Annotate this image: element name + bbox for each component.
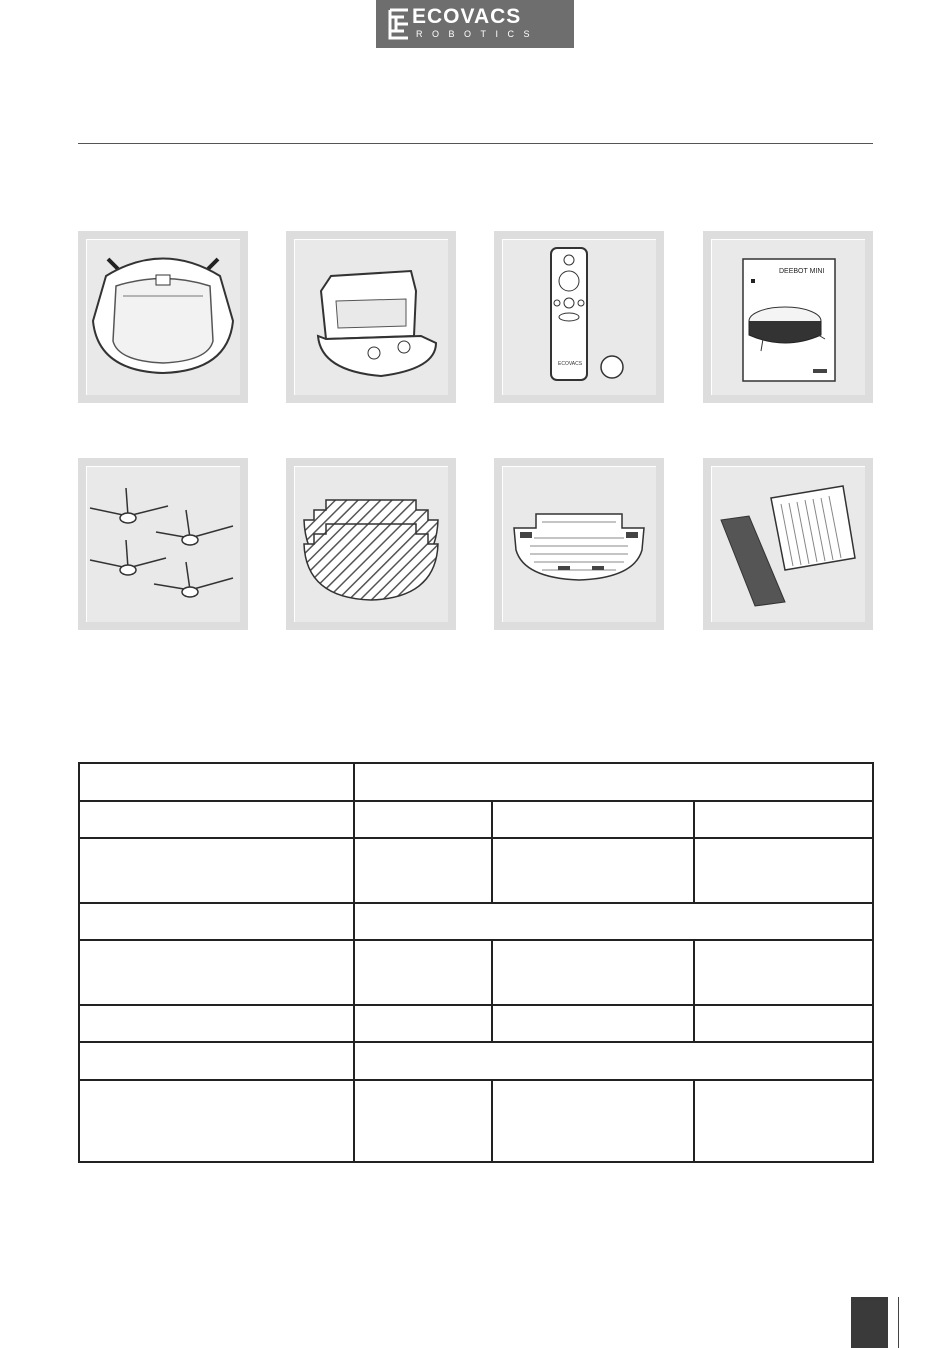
- water-tank-plate-icon: [494, 458, 664, 630]
- page-tab: [851, 1297, 888, 1348]
- ecovacs-logo: [376, 0, 574, 48]
- table-row: [79, 763, 873, 801]
- table-row: [79, 1042, 873, 1080]
- table-cell: [354, 903, 873, 940]
- table-row: [79, 838, 873, 903]
- robot-icon: [78, 231, 248, 403]
- tile-side-brushes: [78, 458, 248, 630]
- table-cell: [492, 801, 694, 838]
- table-cell: [79, 838, 354, 903]
- table-cell: [354, 838, 492, 903]
- side-brushes-icon: [78, 458, 248, 630]
- specifications-table: [78, 762, 874, 1163]
- table-cell: [492, 1080, 694, 1162]
- logo-wordmark: ECOVACS: [412, 5, 522, 28]
- table-row: [79, 1080, 873, 1162]
- table-cell: [694, 801, 873, 838]
- table-cell: [354, 1005, 492, 1042]
- table-cell: [79, 1005, 354, 1042]
- tile-instruction-manual: [703, 231, 873, 403]
- table-row: [79, 801, 873, 838]
- remote-brand-label: ECOVACS: [558, 361, 583, 367]
- table-cell: [694, 1005, 873, 1042]
- tile-charging-dock: [286, 231, 456, 403]
- tile-filters: [703, 458, 873, 630]
- table-cell: [79, 763, 354, 801]
- cleaning-cloths-icon: [286, 458, 456, 630]
- tile-robot: [78, 231, 248, 403]
- filters-icon: [703, 458, 873, 630]
- charging-dock-icon: [286, 231, 456, 403]
- tile-cleaning-cloths: [286, 458, 456, 630]
- manual-icon: [703, 231, 873, 403]
- table-cell: [492, 940, 694, 1005]
- table-row: [79, 903, 873, 940]
- table-cell: [694, 940, 873, 1005]
- table-cell: [354, 801, 492, 838]
- table-row: [79, 940, 873, 1005]
- table-cell: [354, 1042, 873, 1080]
- tile-remote-control: [494, 231, 664, 403]
- table-cell: [79, 1080, 354, 1162]
- table-cell: [79, 1042, 354, 1080]
- table-cell: [694, 1080, 873, 1162]
- table-cell: [354, 1080, 492, 1162]
- logo-subtitle: ROBOTICS: [416, 29, 540, 39]
- table-cell: [354, 940, 492, 1005]
- tile-water-tank: [494, 458, 664, 630]
- table-row: [79, 1005, 873, 1042]
- table-cell: [694, 838, 873, 903]
- table-cell: [492, 1005, 694, 1042]
- table-cell: [79, 940, 354, 1005]
- table-cell: [79, 903, 354, 940]
- table-cell: [79, 801, 354, 838]
- header-divider: [78, 143, 873, 144]
- remote-control-icon: [494, 231, 664, 403]
- page-edge-line: [898, 1297, 899, 1348]
- table-cell: [492, 838, 694, 903]
- table-cell: [354, 763, 873, 801]
- manual-cover-title: DEEBOT MINI: [779, 268, 825, 275]
